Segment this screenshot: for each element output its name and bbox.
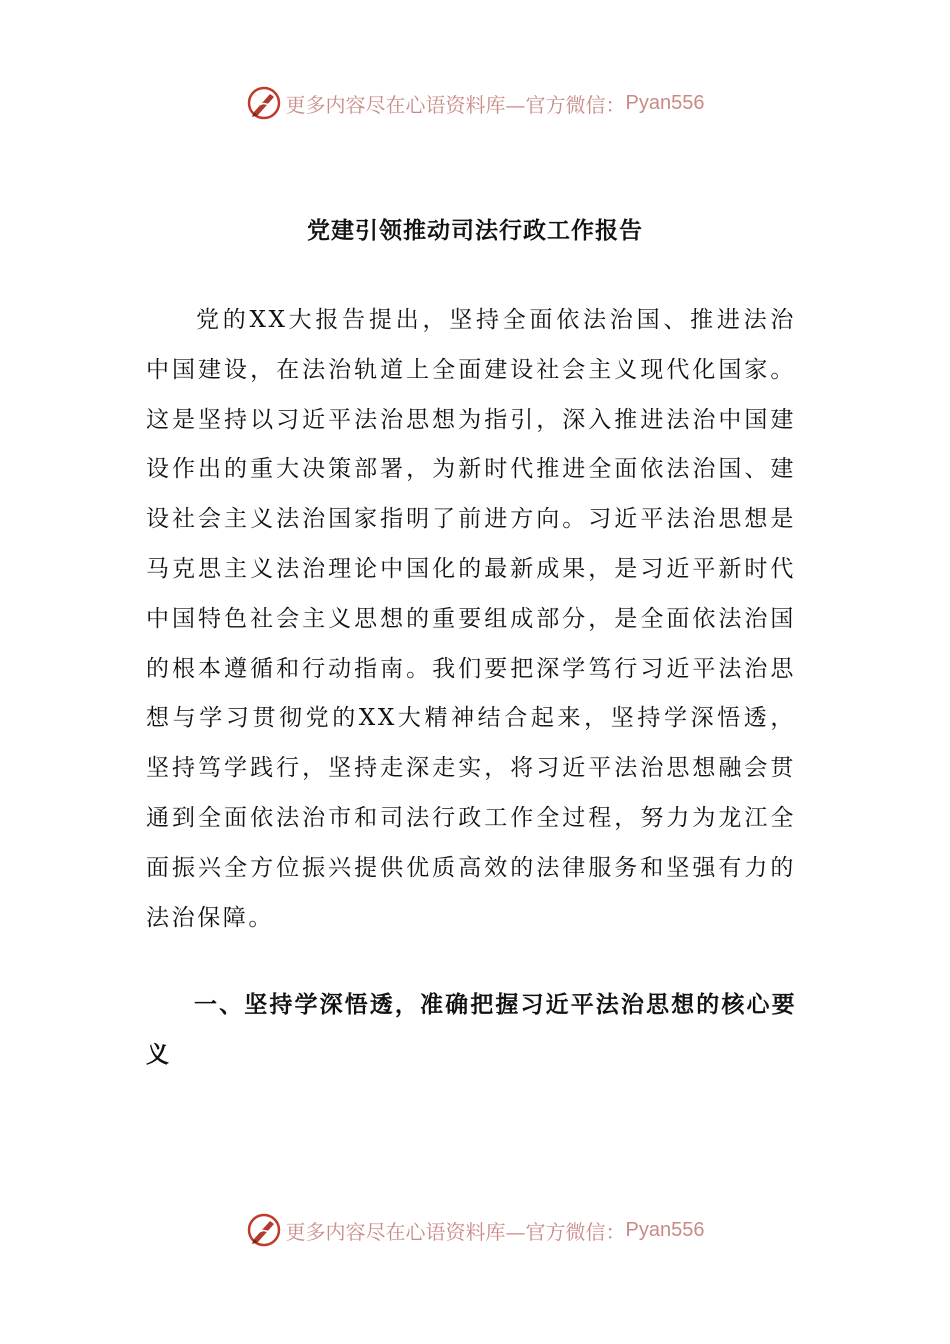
footer-watermark <box>0 1210 950 1250</box>
watermark-text: 更多内容尽在心语资料库—官方微信： <box>285 1219 626 1244</box>
section-heading: 一、坚持学深悟透，准确把握习近平法治思想的核心要义 <box>146 991 796 1068</box>
watermark-id: Pyan556 <box>625 1218 705 1241</box>
document-title: 党建引领推动司法行政工作报告 <box>307 217 643 244</box>
watermark-id: Pyan556 <box>625 91 705 114</box>
header-watermark <box>0 83 950 123</box>
body-paragraph: 党的XX大报告提出，坚持全面依法治国、推进法治中国建设，在法治轨道上全面建设社会主义现代化国家。这是坚持以习近平法治思想为指引，深入推进法治中国建设作出的重大决策部署，为新时代推进全面依法治国、建设社会主义法治国家指明了前进方向。习近平法治思想是马克思主义法治理论中国化的最新成果，是习近平新时代中国特色社会主义思想的重要组成部分，是全面依法治国的根本遵循和行动指南。我们要把深学笃行习近平法治思想与学习贯彻党的XX大精神结合起来，坚持学深悟透，坚持笃学践行，坚持走深走实，将习近平法治思想融会贯通到全面依法治市和司法行政工作全过程，努力为龙江全面振兴全方位振兴提供优质高效的法律服务和坚强有力的法治保障。 <box>146 307 796 931</box>
watermark-text: 更多内容尽在心语资料库—官方微信： <box>285 92 626 117</box>
pen-logo-icon <box>246 85 282 121</box>
pen-logo-icon <box>246 1212 282 1248</box>
